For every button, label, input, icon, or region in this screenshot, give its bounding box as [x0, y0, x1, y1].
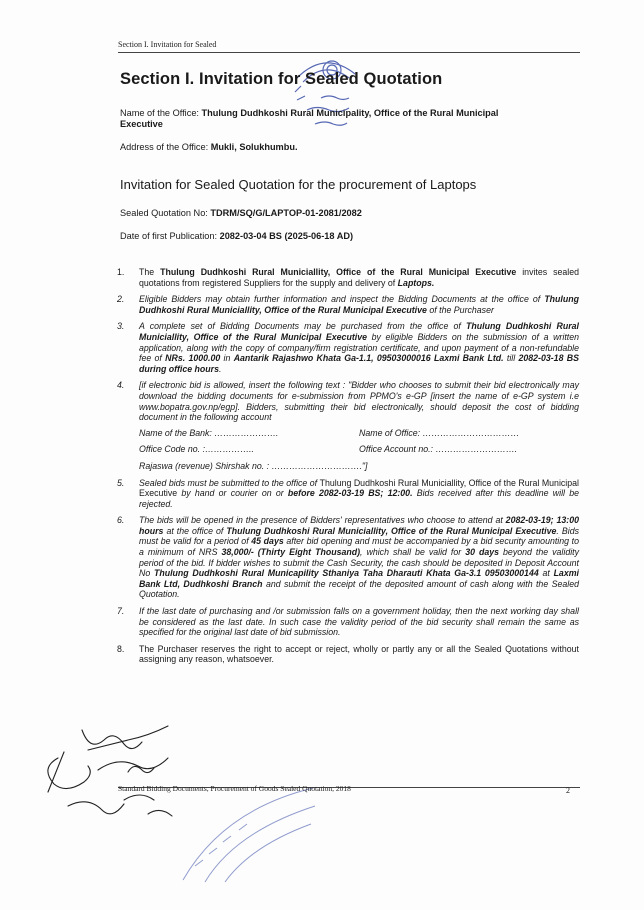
clause-office-name: Thulung Dudhkoshi Rural Municiallity, Office of the Rural Municipal Executive: [139, 294, 579, 315]
clause-text: A complete set of Bidding Documents may be purchased from the office of: [139, 321, 467, 332]
office-address-value: Mukli, Solukhumbu.: [210, 142, 298, 152]
clause-deadline: 2082-03-18 BS during office hours: [139, 353, 579, 374]
office-address-label: Address of the Office:: [120, 142, 211, 152]
clause-text: till: [503, 353, 519, 364]
clause-fee: NRs. 1000.00: [165, 353, 221, 364]
clause-number: 3.: [117, 321, 125, 332]
office-account-field: Office Account no.: ……………………….: [359, 444, 518, 455]
office-name-label: Name of the Office:: [120, 108, 202, 118]
publication-date-line: [120, 231, 560, 243]
clause-text: at the office of: [163, 525, 227, 536]
clause-opening-time: 2082-03-19; 13:00 hours: [139, 515, 579, 536]
clause-4: [117, 380, 579, 471]
clause-text: at: [538, 568, 554, 579]
clause-number: 1.: [117, 267, 125, 277]
publication-date-label: Date of first Publication:: [120, 231, 220, 241]
clause-number: 8.: [117, 643, 125, 654]
page-title: Section I. Invitation for Sealed Quotation: [120, 70, 443, 88]
quotation-number-line: [120, 208, 560, 220]
clause-list: [117, 267, 579, 665]
office-name-line-2: [120, 119, 560, 131]
clause-text: and submit the receipt of the deposited amount of cash along with the Sealed Quotation.: [139, 578, 579, 600]
clause-text: . Bids must be valid for a period of: [139, 525, 579, 547]
clause-account: Aantarik Rajashwo Khata Ga-1.1, 09503000016 Laxmi Bank Ltd.: [233, 353, 504, 364]
clause-text: in: [220, 353, 234, 364]
clause-text: Eligible Bidders may obtain further information and inspect the Bidding Documents at the office of: [139, 294, 545, 305]
clause-number: 7.: [117, 606, 125, 617]
clause-text: Sealed bids must be submitted to the office of: [139, 477, 320, 488]
office-name-value-cont: Executive: [120, 119, 163, 129]
quotation-number-label: Sealed Quotation No:: [120, 208, 211, 218]
running-header: Section I. Invitation for Sealed: [118, 40, 217, 49]
clause-number: 4.: [117, 380, 125, 391]
account-fields-row: [139, 428, 579, 439]
clause-text: The Purchaser reserves the right to accept or reject, wholly or partly any or all the Sealed Quotations without assigning any reason, whatsoever.: [139, 643, 579, 665]
clause-security-amount: 38,000/- (Thirty Eight Thousand): [221, 547, 361, 558]
running-footer: Standard Bidding Documents, Procurement of Goods Sealed Quotation, 2018: [118, 784, 351, 793]
clause-office-name: Thulung Dudhkoshi Rural Municiallity, Office of the Rural Municipal Executive: [139, 477, 579, 499]
clause-text: invites sealed quotations from registered Suppliers for the supply and delivery of: [139, 267, 580, 288]
clause-2: [117, 294, 579, 315]
account-fields-row: [139, 461, 579, 472]
clause-number: 5.: [117, 477, 125, 488]
clause-6: [117, 515, 579, 600]
clause-1: [117, 267, 579, 288]
publication-date-value: 2082-03-04 BS (2025-06-18 AD): [219, 231, 354, 241]
clause-8: [117, 644, 579, 665]
clause-text: The: [139, 267, 161, 277]
clause-office-name: Thulung Dudhkoshi Rural Municiallity, Office of the Rural Municipal Executive: [226, 525, 557, 536]
page-number: 2: [566, 786, 570, 795]
clause-office-name: Thulung Dudhkoshi Rural Municiallity, Office of the Rural Municipal Executive: [160, 267, 517, 277]
revenue-heading-field: Rajaswa (revenue) Shirshak no. : …………………………."]: [139, 460, 368, 471]
clause-text: .: [219, 363, 222, 374]
clause-text: Bids received after this deadline will be rejected.: [139, 488, 579, 509]
clause-bank-branch: Laxmi Bank Ltd, Dudhkoshi Branch: [139, 568, 579, 589]
clause-text: by eligible Bidders on the submission of a written application, along with the copy of company/firm registration certificate, and upon payment of a non-refundable fee of: [139, 331, 579, 364]
clause-text: of the Purchaser: [426, 304, 494, 315]
clause-number: 2.: [117, 294, 125, 305]
clause-text: The bids will be opened in the presence of Bidders' representatives who choose to attend at: [139, 515, 506, 526]
clause-validity: 45 days: [251, 536, 284, 547]
clause-text: by hand or courier on or: [177, 488, 288, 499]
clause-5: [117, 478, 579, 510]
invitation-subtitle: Invitation for Sealed Quotation for the procurement of Laptops: [120, 177, 477, 192]
clause-security-validity: 30 days: [465, 547, 500, 558]
clause-item-name: Laptops.: [397, 277, 435, 288]
account-fields-row: [139, 444, 579, 455]
clause-text: [if electronic bid is allowed, insert the following text : "Bidder who chooses to submit their bid electronically may download the bidding documents for e-submission from PPMO's e-GP [insert the name of e-GP system i.e www.bopatra.gov.np/egp]. Bidders, submitting their bid electronically, should deposit the cost of bidding document in the following account: [139, 380, 579, 423]
clause-deadline: before 2082-03-19 BS; 12:00.: [287, 488, 413, 499]
clause-text: , which shall be valid for: [360, 547, 466, 558]
clause-office-name: Thulung Dudhkoshi Rural Municiallity, Office of the Rural Municipal Executive: [139, 321, 579, 342]
office-name-line-1: [120, 108, 560, 120]
clause-number: 6.: [117, 515, 125, 526]
clause-7: [117, 606, 579, 638]
office-name-field: Name of Office: ……………………………: [359, 427, 520, 438]
bank-name-field: Name of the Bank: ………………….: [139, 427, 279, 438]
clause-3: [117, 321, 579, 374]
quotation-number-value: TDRM/SQ/G/LAPTOP-01-2081/2082: [210, 208, 362, 218]
office-code-field: Office Code no. :……………..: [139, 444, 254, 455]
clause-text: If the last date of purchasing and /or submission falls on a government holiday, then the next working day shall be considered as the last date. In such case the validity period of the bid security shall remain the same as specified for the original last date of bid submission.: [139, 606, 579, 638]
office-address-line: [120, 142, 560, 154]
clause-deposit-account: Thulung Dudhkoshi Rural Municapility Sthaniya Taha Dharauti Khata Ga-3.1 09503000144: [153, 568, 539, 579]
office-name-value: Thulung Dudhkoshi Rural Municipality, Office of the Rural Municipal: [201, 108, 499, 118]
clause-text: beyond the validity period of the bid. If bidder wishes to submit the Cash Security, the cash should be deposited in Deposit Account No: [139, 547, 580, 579]
clause-text: after bid opening and must be accompanied by a bid security amounting to a minimum of NRS: [139, 536, 580, 558]
